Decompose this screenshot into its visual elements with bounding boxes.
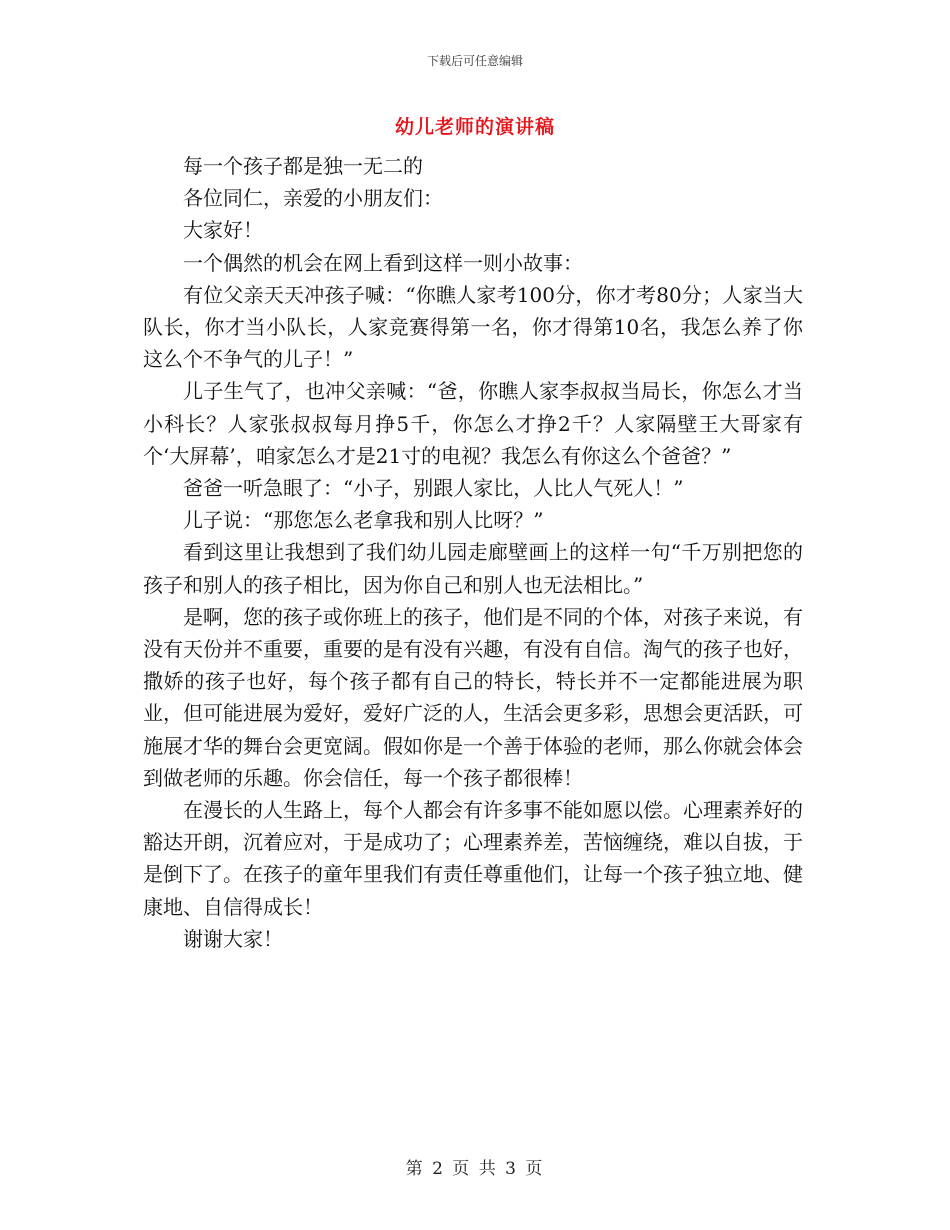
paragraph: 爸爸一听急眼了：“小子，别跟人家比，人比人气死人！”	[183, 476, 684, 501]
paragraph: 儿子说：“那您怎么老拿我和别人比呀？”	[183, 508, 544, 533]
page-number-footer: 第 2 页 共 3 页	[405, 1159, 545, 1179]
paragraph: 是啊，您的孩子或你班上的孩子，他们是不同的个体，对孩子来说，有没有天份并不重要，重要的是有没有兴趣，有没有自信。淘气的孩子也好，撒娇的孩子也好，每个孩子都有自己的特长，特长并不一定都能进展为职业，但可能进展为爱好，爱好广泛的人，生活会更多彩，思想会更活跃，可施展才华的舞台会更宽阔。假如你是一个善于体验的老师，那么你就会体会到做老师的乐趣。你会信任，每一个孩子都很棒！	[143, 604, 803, 790]
paragraph: 看到这里让我想到了我们幼儿园走廊壁画上的这样一句“千万别把您的孩子和别人的孩子相比，因为你自己和别人也无法相比。”	[143, 540, 803, 597]
paragraph-closing: 谢谢大家！	[183, 926, 283, 951]
document-title: 幼儿老师的演讲稿	[394, 116, 555, 138]
paragraph: 在漫长的人生路上，每个人都会有许多事不能如愿以偿。心理素养好的豁达开朗，沉着应对，于是成功了；心理素养差，苦恼缠绕，难以自拔，于是倒下了。在孩子的童年里我们有责任尊重他们，让每一个孩子独立地、健康地、自信得成长！	[143, 798, 803, 919]
header-note: 下载后可任意编辑	[426, 54, 523, 68]
paragraph: 有位父亲天天冲孩子喊：“你瞧人家考100分，你才考80分；人家当大队长，你才当小队长，人家竞赛得第一名，你才得第10名，我怎么养了你这么个不争气的儿子！”	[143, 282, 803, 372]
document-body	[143, 150, 803, 955]
paragraph: 儿子生气了，也冲父亲喊：“爸，你瞧人家李叔叔当局长，你怎么才当小科长？人家张叔叔每月挣5千，你怎么才挣2千？人家隔壁王大哥家有个‘大屏幕’，咱家怎么才是21寸的电视？我怎么有你这么个爸爸？”	[143, 379, 803, 468]
paragraph-subtitle: 每一个孩子都是独一无二的	[183, 154, 423, 178]
paragraph-greeting: 大家好！	[183, 218, 263, 243]
paragraph: 一个偶然的机会在网上看到这样一则小故事：	[183, 250, 583, 275]
paragraph-salutation: 各位同仁，亲爱的小朋友们：	[183, 186, 443, 211]
